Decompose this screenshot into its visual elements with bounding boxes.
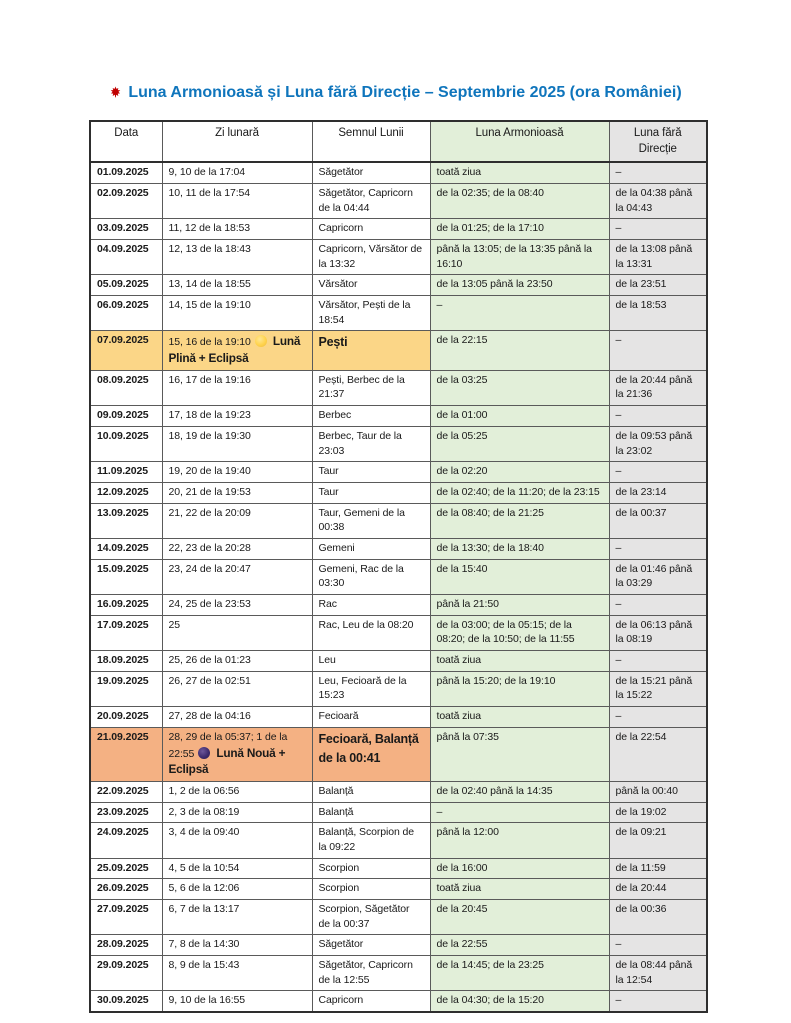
no-direction-cell: – (609, 935, 707, 956)
date-cell: 06.09.2025 (90, 296, 162, 331)
table-row (90, 275, 707, 296)
moon-sign-cell: Capricorn, Vărsător de la 13:32 (312, 239, 430, 274)
table-row (90, 671, 707, 706)
lunar-day-cell: 9, 10 de la 16:55 (162, 991, 312, 1012)
no-direction-cell: de la 19:02 (609, 802, 707, 823)
moon-sign-cell: Pești, Berbec de la 21:37 (312, 370, 430, 405)
moon-sign-cell: Capricorn (312, 991, 430, 1012)
moon-event-label: Lună Nouă + Eclipsă (168, 745, 286, 777)
harmonious-moon-cell: până la 13:05; de la 13:35 până la 16:10 (430, 239, 609, 274)
lunar-day-cell: 9, 10 de la 17:04 (162, 162, 312, 183)
date-cell: 26.09.2025 (90, 879, 162, 900)
moon-sign-cell: Taur (312, 482, 430, 503)
moon-sign-cell: Scorpion (312, 879, 430, 900)
no-direction-cell: de la 20:44 până la 21:36 (609, 370, 707, 405)
lunar-day-cell: 14, 15 de la 19:10 (162, 296, 312, 331)
no-direction-cell: de la 06:13 până la 08:19 (609, 615, 707, 650)
moon-sign-cell: Pești (312, 331, 430, 370)
lunar-day-cell: 15, 16 de la 19:10 Lună Plină + Eclipsă (162, 331, 312, 370)
moon-sign-cell: Leu, Fecioară de la 15:23 (312, 671, 430, 706)
date-cell: 18.09.2025 (90, 651, 162, 672)
date-cell: 03.09.2025 (90, 219, 162, 240)
col-header-data: Data (90, 121, 162, 162)
date-cell: 14.09.2025 (90, 538, 162, 559)
lunar-day-cell: 6, 7 de la 13:17 (162, 900, 312, 935)
date-cell: 15.09.2025 (90, 559, 162, 594)
harmonious-moon-cell: până la 07:35 (430, 727, 609, 781)
table-row (90, 183, 707, 218)
moon-sign-cell: Taur (312, 462, 430, 483)
table-row (90, 370, 707, 405)
moon-sign-cell: Capricorn (312, 219, 430, 240)
no-direction-cell: de la 09:53 până la 23:02 (609, 426, 707, 461)
no-direction-cell: – (609, 707, 707, 728)
no-direction-cell: de la 09:21 (609, 823, 707, 858)
lunar-day-cell: 10, 11 de la 17:54 (162, 183, 312, 218)
date-cell: 05.09.2025 (90, 275, 162, 296)
lunar-day-cell: 7, 8 de la 14:30 (162, 935, 312, 956)
table-row (90, 331, 707, 370)
lunar-day-cell: 24, 25 de la 23:53 (162, 595, 312, 616)
no-direction-cell: de la 13:08 până la 13:31 (609, 239, 707, 274)
table-row (90, 462, 707, 483)
lunar-day-cell: 8, 9 de la 15:43 (162, 956, 312, 991)
maple-leaf-icon (109, 86, 122, 104)
table-row (90, 879, 707, 900)
moon-sign-cell: Taur, Gemeni de la 00:38 (312, 503, 430, 538)
lunar-day-cell: 4, 5 de la 10:54 (162, 858, 312, 879)
date-cell: 22.09.2025 (90, 781, 162, 802)
table-row (90, 426, 707, 461)
no-direction-cell: de la 20:44 (609, 879, 707, 900)
date-cell: 12.09.2025 (90, 482, 162, 503)
lunar-day-cell: 28, 29 de la 05:37; 1 de la 22:55 Lună Nouă + Eclipsă (162, 727, 312, 781)
harmonious-moon-cell: de la 04:30; de la 15:20 (430, 991, 609, 1012)
lunar-day-cell: 16, 17 de la 19:16 (162, 370, 312, 405)
lunar-day-cell: 25 (162, 615, 312, 650)
table-row (90, 406, 707, 427)
no-direction-cell: – (609, 162, 707, 183)
moon-sign-cell: Gemeni (312, 538, 430, 559)
table-row (90, 935, 707, 956)
moon-sign-cell: Săgetător, Capricorn de la 04:44 (312, 183, 430, 218)
date-cell: 08.09.2025 (90, 370, 162, 405)
moon-event-label: Lună Plină + Eclipsă (168, 334, 301, 366)
no-direction-cell: – (609, 595, 707, 616)
date-cell: 28.09.2025 (90, 935, 162, 956)
lunar-day-cell: 12, 13 de la 18:43 (162, 239, 312, 274)
lunar-day-cell: 26, 27 de la 02:51 (162, 671, 312, 706)
harmonious-moon-cell: de la 03:00; de la 05:15; de la 08:20; de la 10:50; de la 11:55 (430, 615, 609, 650)
harmonious-moon-cell: de la 13:30; de la 18:40 (430, 538, 609, 559)
date-cell: 24.09.2025 (90, 823, 162, 858)
harmonious-moon-cell: de la 02:35; de la 08:40 (430, 183, 609, 218)
no-direction-cell: de la 04:38 până la 04:43 (609, 183, 707, 218)
lunar-day-cell: 3, 4 de la 09:40 (162, 823, 312, 858)
new-moon-icon (198, 747, 210, 759)
moon-sign-cell: Fecioară (312, 707, 430, 728)
harmonious-moon-cell: de la 02:40 până la 14:35 (430, 781, 609, 802)
moon-calendar-table (89, 120, 708, 1013)
no-direction-cell: de la 22:54 (609, 727, 707, 781)
moon-sign-cell: Balanță (312, 781, 430, 802)
date-cell: 01.09.2025 (90, 162, 162, 183)
lunar-day-cell: 11, 12 de la 18:53 (162, 219, 312, 240)
moon-sign-cell: Scorpion, Săgetător de la 00:37 (312, 900, 430, 935)
date-cell: 29.09.2025 (90, 956, 162, 991)
no-direction-cell: – (609, 991, 707, 1012)
harmonious-moon-cell: toată ziua (430, 707, 609, 728)
table-row (90, 538, 707, 559)
no-direction-cell: de la 18:53 (609, 296, 707, 331)
lunar-day-cell: 5, 6 de la 12:06 (162, 879, 312, 900)
date-cell: 10.09.2025 (90, 426, 162, 461)
moon-sign-cell: Berbec, Taur de la 23:03 (312, 426, 430, 461)
table-row (90, 651, 707, 672)
moon-sign-cell: Gemeni, Rac de la 03:30 (312, 559, 430, 594)
date-cell: 13.09.2025 (90, 503, 162, 538)
no-direction-cell: – (609, 651, 707, 672)
lunar-day-cell: 22, 23 de la 20:28 (162, 538, 312, 559)
no-direction-cell: – (609, 219, 707, 240)
full-moon-icon (255, 335, 267, 347)
table-row (90, 956, 707, 991)
table-row (90, 503, 707, 538)
harmonious-moon-cell: de la 20:45 (430, 900, 609, 935)
table-row (90, 707, 707, 728)
lunar-day-cell: 13, 14 de la 18:55 (162, 275, 312, 296)
moon-sign-cell: Fecioară, Balanță de la 00:41 (312, 727, 430, 781)
moon-sign-cell: Scorpion (312, 858, 430, 879)
harmonious-moon-cell: de la 02:20 (430, 462, 609, 483)
date-cell: 11.09.2025 (90, 462, 162, 483)
moon-sign-cell: Rac (312, 595, 430, 616)
table-row (90, 482, 707, 503)
table-row (90, 858, 707, 879)
page-title-text: Luna Armonioasă și Luna fără Direcție – Septembrie 2025 (ora României) (128, 84, 682, 101)
date-cell: 09.09.2025 (90, 406, 162, 427)
harmonious-moon-cell: toată ziua (430, 879, 609, 900)
harmonious-moon-cell: de la 01:00 (430, 406, 609, 427)
moon-sign-cell: Vărsător (312, 275, 430, 296)
lunar-day-cell: 2, 3 de la 08:19 (162, 802, 312, 823)
date-cell: 07.09.2025 (90, 331, 162, 370)
date-cell: 21.09.2025 (90, 727, 162, 781)
harmonious-moon-cell: până la 12:00 (430, 823, 609, 858)
no-direction-cell: – (609, 538, 707, 559)
moon-sign-cell: Leu (312, 651, 430, 672)
lunar-day-cell: 1, 2 de la 06:56 (162, 781, 312, 802)
date-cell: 16.09.2025 (90, 595, 162, 616)
no-direction-cell: de la 01:46 până la 03:29 (609, 559, 707, 594)
table-row (90, 823, 707, 858)
harmonious-moon-cell: până la 15:20; de la 19:10 (430, 671, 609, 706)
table-row (90, 595, 707, 616)
harmonious-moon-cell: toată ziua (430, 651, 609, 672)
table-row (90, 900, 707, 935)
date-cell: 25.09.2025 (90, 858, 162, 879)
moon-sign-cell: Balanță, Scorpion de la 09:22 (312, 823, 430, 858)
harmonious-moon-cell: de la 22:15 (430, 331, 609, 370)
header-row (90, 121, 707, 162)
no-direction-cell: – (609, 331, 707, 370)
lunar-day-cell: 23, 24 de la 20:47 (162, 559, 312, 594)
moon-sign-cell: Vărsător, Pești de la 18:54 (312, 296, 430, 331)
lunar-day-cell: 19, 20 de la 19:40 (162, 462, 312, 483)
table-row (90, 727, 707, 781)
table-row (90, 781, 707, 802)
moon-sign-cell: Săgetător, Capricorn de la 12:55 (312, 956, 430, 991)
no-direction-cell: de la 23:51 (609, 275, 707, 296)
table-row (90, 802, 707, 823)
lunar-day-cell: 20, 21 de la 19:53 (162, 482, 312, 503)
lunar-day-cell: 17, 18 de la 19:23 (162, 406, 312, 427)
moon-sign-cell: Balanță (312, 802, 430, 823)
harmonious-moon-cell: de la 15:40 (430, 559, 609, 594)
date-cell: 19.09.2025 (90, 671, 162, 706)
col-header-zi-lunara: Zi lunară (162, 121, 312, 162)
harmonious-moon-cell: de la 22:55 (430, 935, 609, 956)
no-direction-cell: de la 23:14 (609, 482, 707, 503)
no-direction-cell: de la 00:37 (609, 503, 707, 538)
table-row (90, 559, 707, 594)
table-row (90, 239, 707, 274)
date-cell: 17.09.2025 (90, 615, 162, 650)
harmonious-moon-cell: până la 21:50 (430, 595, 609, 616)
harmonious-moon-cell: toată ziua (430, 162, 609, 183)
harmonious-moon-cell: de la 05:25 (430, 426, 609, 461)
harmonious-moon-cell: de la 14:45; de la 23:25 (430, 956, 609, 991)
table-row (90, 296, 707, 331)
harmonious-moon-cell: de la 13:05 până la 23:50 (430, 275, 609, 296)
lunar-day-cell: 27, 28 de la 04:16 (162, 707, 312, 728)
no-direction-cell: de la 11:59 (609, 858, 707, 879)
table-row (90, 219, 707, 240)
moon-sign-cell: Berbec (312, 406, 430, 427)
date-cell: 02.09.2025 (90, 183, 162, 218)
date-cell: 30.09.2025 (90, 991, 162, 1012)
harmonious-moon-cell: de la 01:25; de la 17:10 (430, 219, 609, 240)
harmonious-moon-cell: de la 16:00 (430, 858, 609, 879)
col-header-luna-fara-directie: Luna fără Direcție (609, 121, 707, 162)
moon-sign-cell: Săgetător (312, 162, 430, 183)
col-header-semnul-lunii: Semnul Lunii (312, 121, 430, 162)
col-header-luna-armonioasa: Luna Armonioasă (430, 121, 609, 162)
lunar-day-cell: 18, 19 de la 19:30 (162, 426, 312, 461)
harmonious-moon-cell: de la 02:40; de la 11:20; de la 23:15 (430, 482, 609, 503)
harmonious-moon-cell: de la 08:40; de la 21:25 (430, 503, 609, 538)
no-direction-cell: de la 00:36 (609, 900, 707, 935)
moon-sign-cell: Săgetător (312, 935, 430, 956)
no-direction-cell: de la 08:44 până la 12:54 (609, 956, 707, 991)
lunar-day-cell: 21, 22 de la 20:09 (162, 503, 312, 538)
table-row (90, 991, 707, 1012)
harmonious-moon-cell: – (430, 296, 609, 331)
lunar-day-cell: 25, 26 de la 01:23 (162, 651, 312, 672)
no-direction-cell: – (609, 462, 707, 483)
harmonious-moon-cell: – (430, 802, 609, 823)
no-direction-cell: până la 00:40 (609, 781, 707, 802)
date-cell: 04.09.2025 (90, 239, 162, 274)
table-row (90, 615, 707, 650)
date-cell: 23.09.2025 (90, 802, 162, 823)
no-direction-cell: – (609, 406, 707, 427)
date-cell: 27.09.2025 (90, 900, 162, 935)
no-direction-cell: de la 15:21 până la 15:22 (609, 671, 707, 706)
moon-sign-cell: Rac, Leu de la 08:20 (312, 615, 430, 650)
page-title (0, 84, 791, 104)
table-row (90, 162, 707, 183)
date-cell: 20.09.2025 (90, 707, 162, 728)
harmonious-moon-cell: de la 03:25 (430, 370, 609, 405)
